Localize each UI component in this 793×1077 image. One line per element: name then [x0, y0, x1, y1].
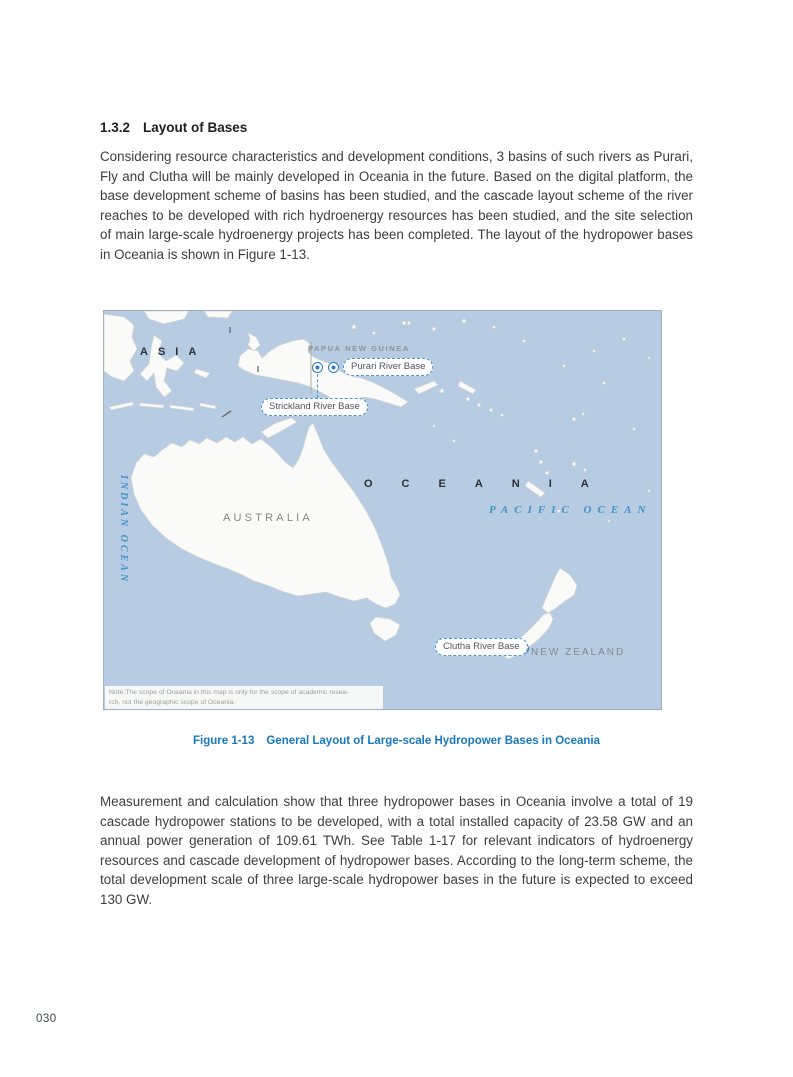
marker-purari-icon: [328, 362, 339, 373]
map-label-pacific-ocean: PACIFIC OCEAN: [489, 504, 652, 516]
strickland-connector-line: [317, 374, 318, 398]
callout-purari-river-base: Purari River Base: [343, 358, 433, 376]
callout-clutha-river-base: Clutha River Base: [435, 638, 528, 656]
page-number: 030: [36, 1013, 57, 1025]
paragraph-intro: Considering resource characteristics and development conditions, 3 basins of such rivers as Purari, Fly and Clutha will be mainly developed in Oceania in the future. Based on the digital platform, the base development scheme of basins has been studied, and the cascade layout scheme of the river reaches to be developed with rich hydroenergy resources has been studied, and the site selection of main large-scale hydroenergy projects has been completed. The layout of the hydropower bases in Oceania is shown in Figure 1-13.: [100, 149, 693, 262]
map-label-papua-new-guinea: PAPUA NEW GUINEA: [308, 344, 410, 353]
map-label-new-zealand: NEW ZEALAND: [531, 647, 626, 658]
oceania-map-figure: [103, 310, 662, 710]
map-note-line2: rch, not the geographic scope of Oceania.: [109, 698, 236, 706]
map-label-australia: AUSTRALIA: [223, 512, 313, 524]
figure-caption: [100, 735, 693, 747]
map-note: [105, 686, 383, 710]
marker-strickland-icon: [312, 362, 323, 373]
paragraph-measurement: Measurement and calculation show that three hydropower bases in Oceania involve a total of 19 cascade hydropower stations to be developed, with a total installed capacity of 23.58 GW and an annual power generation of 109.61 TWh. See Table 1-17 for relevant indicators of hydroenergy resources and cascade development of hydropower bases. According to the long-term scheme, the total development scale of three large-scale hydropower bases in the future is expected to exceed 130 GW.: [100, 794, 693, 907]
map-label-indian-ocean: INDIAN OCEAN: [118, 475, 129, 585]
section-number: 1.3.2: [100, 120, 131, 136]
callout-strickland-river-base: Strickland River Base: [261, 398, 368, 416]
figure-caption-number: Figure 1-13: [193, 734, 255, 747]
section-title: Layout of Bases: [143, 120, 248, 136]
section-heading: [100, 120, 247, 135]
map-label-oceania: OCEANIA: [364, 478, 618, 490]
figure-caption-text: General Layout of Large-scale Hydropower Bases in Oceania: [266, 734, 600, 747]
map-label-asia: ASIA: [140, 346, 207, 358]
map-note-line1: Note:The scope of Oceania in this map is only for the scope of academic resea-: [109, 689, 349, 696]
